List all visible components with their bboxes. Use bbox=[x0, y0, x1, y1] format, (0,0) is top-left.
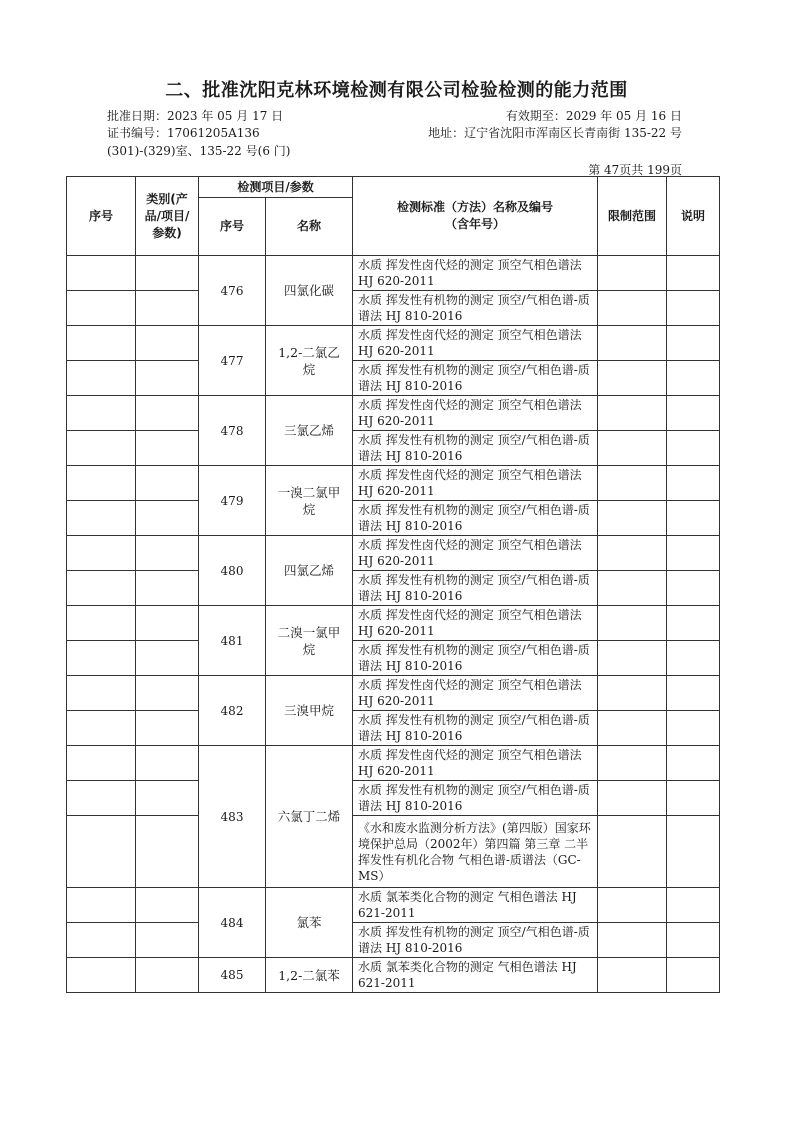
note-cell bbox=[667, 291, 720, 326]
header-category: 类别(产品/项目/参数) bbox=[136, 177, 199, 256]
standard-method: 水质 挥发性有机物的测定 顶空/气相色谱-质谱法 HJ 810-2016 bbox=[353, 291, 598, 326]
page-title: 二、批准沈阳克林环境检测有限公司检验检测的能力范围 bbox=[165, 80, 628, 101]
note-cell bbox=[667, 711, 720, 746]
item-name: 1,2-二氯乙烷 bbox=[266, 326, 353, 396]
table-row bbox=[67, 466, 720, 501]
seq-cell bbox=[67, 536, 136, 571]
seq-cell bbox=[67, 326, 136, 361]
item-name: 一溴二氯甲烷 bbox=[266, 466, 353, 536]
item-number: 483 bbox=[199, 746, 266, 888]
category-cell bbox=[136, 746, 199, 781]
note-cell bbox=[667, 256, 720, 291]
note-cell bbox=[667, 923, 720, 958]
category-cell bbox=[136, 361, 199, 396]
header-limit: 限制范围 bbox=[598, 177, 667, 256]
header-item-group: 检测项目/参数 bbox=[199, 177, 353, 198]
standard-method: 水质 挥发性卤代烃的测定 顶空气相色谱法 HJ 620-2011 bbox=[353, 606, 598, 641]
standard-method: 水质 挥发性有机物的测定 顶空/气相色谱-质谱法 HJ 810-2016 bbox=[353, 361, 598, 396]
table-row bbox=[67, 501, 720, 536]
note-cell bbox=[667, 501, 720, 536]
category-cell bbox=[136, 711, 199, 746]
category-cell bbox=[136, 676, 199, 711]
limit-cell bbox=[598, 466, 667, 501]
item-number: 479 bbox=[199, 466, 266, 536]
category-cell bbox=[136, 291, 199, 326]
standard-method: 水质 挥发性卤代烃的测定 顶空气相色谱法 HJ 620-2011 bbox=[353, 746, 598, 781]
limit-cell bbox=[598, 641, 667, 676]
standard-method: 水质 挥发性有机物的测定 顶空/气相色谱-质谱法 HJ 810-2016 bbox=[353, 571, 598, 606]
seq-cell bbox=[67, 571, 136, 606]
limit-cell bbox=[598, 711, 667, 746]
seq-cell bbox=[67, 641, 136, 676]
note-cell bbox=[667, 888, 720, 923]
header-note: 说明 bbox=[667, 177, 720, 256]
item-name: 四氯乙烯 bbox=[266, 536, 353, 606]
limit-cell bbox=[598, 676, 667, 711]
category-cell bbox=[136, 536, 199, 571]
item-name: 氯苯 bbox=[266, 888, 353, 958]
seq-cell bbox=[67, 606, 136, 641]
category-cell bbox=[136, 958, 199, 993]
standard-method: 水质 挥发性有机物的测定 顶空/气相色谱-质谱法 HJ 810-2016 bbox=[353, 641, 598, 676]
item-number: 477 bbox=[199, 326, 266, 396]
header-standard: 检测标准（方法）名称及编号（含年号） bbox=[353, 177, 598, 256]
standard-method: 水质 挥发性卤代烃的测定 顶空气相色谱法 HJ 620-2011 bbox=[353, 536, 598, 571]
table-row bbox=[67, 781, 720, 816]
limit-cell bbox=[598, 326, 667, 361]
seq-cell bbox=[67, 958, 136, 993]
seq-cell bbox=[67, 466, 136, 501]
item-number: 484 bbox=[199, 888, 266, 958]
limit-cell bbox=[598, 781, 667, 816]
category-cell bbox=[136, 606, 199, 641]
category-cell bbox=[136, 256, 199, 291]
seq-cell bbox=[67, 291, 136, 326]
limit-cell bbox=[598, 746, 667, 781]
table-row bbox=[67, 711, 720, 746]
table-row bbox=[67, 326, 720, 361]
table-row bbox=[67, 606, 720, 641]
note-cell bbox=[667, 396, 720, 431]
limit-cell bbox=[598, 396, 667, 431]
seq-cell bbox=[67, 711, 136, 746]
standard-method: 水质 挥发性有机物的测定 顶空/气相色谱-质谱法 HJ 810-2016 bbox=[353, 501, 598, 536]
page-indicator: 第 47页共 199页 bbox=[588, 163, 682, 177]
seq-cell bbox=[67, 746, 136, 781]
standard-method: 水质 挥发性有机物的测定 顶空/气相色谱-质谱法 HJ 810-2016 bbox=[353, 923, 598, 958]
seq-cell bbox=[67, 256, 136, 291]
header-item-seq: 序号 bbox=[199, 198, 266, 256]
note-cell bbox=[667, 326, 720, 361]
limit-cell bbox=[598, 571, 667, 606]
note-cell bbox=[667, 676, 720, 711]
limit-cell bbox=[598, 501, 667, 536]
limit-cell bbox=[598, 888, 667, 923]
note-cell bbox=[667, 431, 720, 466]
item-name: 三溴甲烷 bbox=[266, 676, 353, 746]
limit-cell bbox=[598, 958, 667, 993]
note-cell bbox=[667, 641, 720, 676]
limit-cell bbox=[598, 361, 667, 396]
limit-cell bbox=[598, 291, 667, 326]
table-row bbox=[67, 431, 720, 466]
item-name: 二溴一氯甲烷 bbox=[266, 606, 353, 676]
seq-cell bbox=[67, 676, 136, 711]
standard-method: 水质 挥发性有机物的测定 顶空/气相色谱-质谱法 HJ 810-2016 bbox=[353, 431, 598, 466]
category-cell bbox=[136, 571, 199, 606]
table-row bbox=[67, 291, 720, 326]
seq-cell bbox=[67, 431, 136, 466]
seq-cell bbox=[67, 816, 136, 888]
item-name: 四氯化碳 bbox=[266, 256, 353, 326]
table-row bbox=[67, 958, 720, 993]
limit-cell bbox=[598, 536, 667, 571]
note-cell bbox=[667, 536, 720, 571]
note-cell bbox=[667, 958, 720, 993]
seq-cell bbox=[67, 361, 136, 396]
note-cell bbox=[667, 781, 720, 816]
valid-until: 有效期至：2029 年 05 月 16 日 bbox=[505, 109, 682, 123]
category-cell bbox=[136, 501, 199, 536]
limit-cell bbox=[598, 606, 667, 641]
standard-method: 水质 氯苯类化合物的测定 气相色谱法 HJ 621-2011 bbox=[353, 888, 598, 923]
table-body bbox=[67, 256, 720, 993]
table-row bbox=[67, 676, 720, 711]
capability-table bbox=[66, 176, 720, 993]
note-cell bbox=[667, 746, 720, 781]
seq-cell bbox=[67, 781, 136, 816]
item-number: 476 bbox=[199, 256, 266, 326]
note-cell bbox=[667, 361, 720, 396]
category-cell bbox=[136, 888, 199, 923]
category-cell bbox=[136, 816, 199, 888]
item-number: 482 bbox=[199, 676, 266, 746]
standard-method: 水质 挥发性有机物的测定 顶空/气相色谱-质谱法 HJ 810-2016 bbox=[353, 781, 598, 816]
item-name: 三氯乙烯 bbox=[266, 396, 353, 466]
note-cell bbox=[667, 816, 720, 888]
item-number: 481 bbox=[199, 606, 266, 676]
seq-cell bbox=[67, 888, 136, 923]
item-name: 1,2-二氯苯 bbox=[266, 958, 353, 993]
limit-cell bbox=[598, 816, 667, 888]
standard-method: 水质 挥发性卤代烃的测定 顶空气相色谱法 HJ 620-2011 bbox=[353, 676, 598, 711]
header-item-name: 名称 bbox=[266, 198, 353, 256]
standard-method: 水质 挥发性卤代烃的测定 顶空气相色谱法 HJ 620-2011 bbox=[353, 256, 598, 291]
item-number: 485 bbox=[199, 958, 266, 993]
limit-cell bbox=[598, 431, 667, 466]
category-cell bbox=[136, 641, 199, 676]
table-row bbox=[67, 816, 720, 888]
standard-method: 水质 挥发性卤代烃的测定 顶空气相色谱法 HJ 620-2011 bbox=[353, 396, 598, 431]
table-row bbox=[67, 641, 720, 676]
seq-cell bbox=[67, 923, 136, 958]
category-cell bbox=[136, 923, 199, 958]
table-row bbox=[67, 361, 720, 396]
note-cell bbox=[667, 571, 720, 606]
note-cell bbox=[667, 466, 720, 501]
address-continuation: (301)-(329)室、135-22 号(6 门) bbox=[107, 144, 291, 158]
standard-method: 水质 挥发性卤代烃的测定 顶空气相色谱法 HJ 620-2011 bbox=[353, 466, 598, 501]
table-row bbox=[67, 888, 720, 923]
category-cell bbox=[136, 781, 199, 816]
item-number: 478 bbox=[199, 396, 266, 466]
seq-cell bbox=[67, 396, 136, 431]
standard-method: 水质 挥发性有机物的测定 顶空/气相色谱-质谱法 HJ 810-2016 bbox=[353, 711, 598, 746]
table-row bbox=[67, 923, 720, 958]
note-cell bbox=[667, 606, 720, 641]
limit-cell bbox=[598, 256, 667, 291]
category-cell bbox=[136, 431, 199, 466]
table-row bbox=[67, 746, 720, 781]
standard-method: 《水和废水监测分析方法》(第四版）国家环境保护总局（2002年）第四篇 第三章 二半挥发性有机化合物 气相色谱-质谱法（GC-MS） bbox=[353, 816, 598, 888]
table-row bbox=[67, 256, 720, 291]
category-cell bbox=[136, 396, 199, 431]
standard-method: 水质 挥发性卤代烃的测定 顶空气相色谱法 HJ 620-2011 bbox=[353, 326, 598, 361]
header-seq: 序号 bbox=[67, 177, 136, 256]
category-cell bbox=[136, 466, 199, 501]
address: 地址：辽宁省沈阳市浑南区长青南街 135-22 号 bbox=[428, 126, 682, 140]
table-row bbox=[67, 396, 720, 431]
category-cell bbox=[136, 326, 199, 361]
table-row bbox=[67, 536, 720, 571]
table-row bbox=[67, 571, 720, 606]
seq-cell bbox=[67, 501, 136, 536]
limit-cell bbox=[598, 923, 667, 958]
item-number: 480 bbox=[199, 536, 266, 606]
item-name: 六氯丁二烯 bbox=[266, 746, 353, 888]
certificate-number: 证书编号：17061205A136 bbox=[107, 126, 260, 140]
approval-date: 批准日期：2023 年 05 月 17 日 bbox=[107, 109, 284, 123]
standard-method: 水质 氯苯类化合物的测定 气相色谱法 HJ 621-2011 bbox=[353, 958, 598, 993]
